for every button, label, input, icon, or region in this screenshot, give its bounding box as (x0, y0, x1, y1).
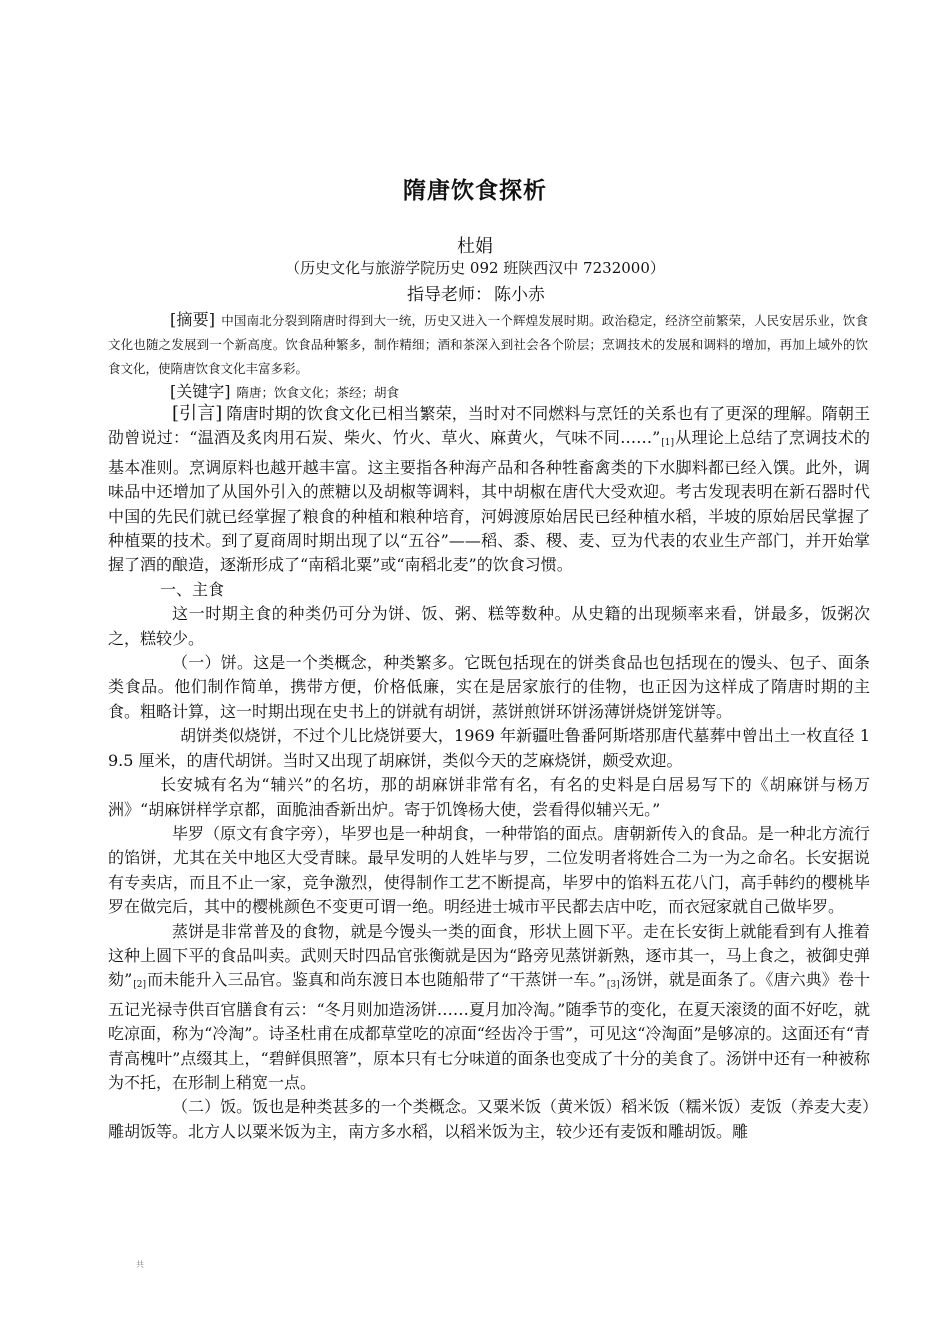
paragraph-staple-overview: 这一时期主食的种类仍可分为饼、饭、粥、糕等数种。从史籍的出现频率来看，饼最多，饭粥次之，糕较少。 (108, 604, 870, 648)
advisor-name: 陈小赤 (494, 285, 545, 305)
advisor-line (0, 280, 950, 305)
footer-mark: 共 (136, 1260, 144, 1269)
intro-label: [引言] (172, 403, 223, 424)
advisor-label: 指导老师： (407, 285, 492, 305)
author-affiliation: （历史文化与旅游学院历史 092 班陕西汉中 7232000） (285, 259, 665, 277)
paragraph-fan: （二）饭。饭也是种类甚多的一个类概念。又粟米饭（黄米饭）稻米饭（糯米饭）麦饭（养麦大麦）雕胡饭等。北方人以粟米饭为主，南方多水稻，以稻米饭为主，较少还有麦饭和雕胡饭。雕 (108, 1097, 870, 1141)
paragraph-biluo: 毕罗（原文有食字旁），毕罗也是一种胡食，一种带馅的面点。唐朝新传入的食品。是一种北方流行的馅饼，尤其在关中地区大受青睐。最早发明的人姓毕与罗，二位发明者将姓合二为一为之命名。长安据说有专卖店，而且不止一家，竞争激烈，使得制作工艺不断提高，毕罗中的馅料五花八门，高手韩约的樱桃毕罗在做完后，其中的樱桃颜色不变更可谓一绝。明经进士城市平民都去店中吃，而衣冠家就自己做毕罗。 (108, 823, 870, 917)
citation-1: [1] (661, 438, 675, 449)
paragraph-fuxing: 长安城有名为“辅兴”的名坊，那的胡麻饼非常有名，有名的史料是白居易写下的《胡麻饼与杨万洲》“胡麻饼样学京都，面脆油香新出炉。寄于饥馋杨大使，尝看得似辅兴无。” (108, 775, 870, 819)
paragraph-zhengbing (108, 920, 870, 1096)
intro-paragraph (108, 402, 870, 578)
citation-2: [2] (133, 980, 147, 991)
section-heading-staple: 一、主食 (160, 579, 225, 599)
paragraph-bing: （一）饼。这是一个类概念，种类繁多。它既包括现在的饼类食品也包括现在的馒头、包子、面条类食品。他们制作简单，携带方便，价格低廉，实在是居家旅行的佳物，也正因为这样成了隋唐时期的主食。粗略计算，这一时期出现在史书上的饼就有胡饼，蒸饼煎饼环饼汤薄饼烧饼笼饼等。 (108, 653, 870, 721)
zhengbing-text-3: 汤饼，就是面条了。《唐六典》卷十五记光禄寺供百官膳食有云：“冬月则加造汤饼……夏月加冷淘。”随季节的变化，在夏天滚烫的面不好吃，就吃凉面，称为“冷淘”。诗圣杜甫在成都草堂吃的凉面“经齿冷于雪”，可见这“冷淘面”是够凉的。这面还有“青青高槐叶”点缀其上，“碧鲜俱照箸”，原本只有七分味道的面条也变成了十分的美食了。汤饼中还有一种被称为不托，在形制上稍宽一点。 (108, 970, 870, 1092)
abstract (108, 308, 868, 381)
author-name: 杜娟 (457, 236, 493, 257)
zhengbing-text-2: 而未能升入三品官。鉴真和尚东渡日本也随船带了“干蒸饼一车。” (147, 970, 606, 990)
citation-3: [3] (606, 980, 620, 991)
abstract-text: 中国南北分裂到隋唐时得到大一统，历史又进入一个辉煌发展时期。政治稳定，经济空前繁荣，人民安居乐业，饮食文化也随之发展到一个新高度。饮食品种繁多，制作精细；酒和茶深入到社会各个阶层；烹调技术的发展和调料的增加，再加上域外的饮食文化，使隋唐饮食文化丰富多彩。 (108, 313, 868, 376)
intro-text-1: 隋唐时期的饮食文化已相当繁荣，当时对不同燃料与烹饪的关系也有了更深的理解。隋朝王劭曾说过：“温酒及炙肉用石炭、柴火、竹火、草火、麻黄火，气味不同……” (108, 404, 870, 448)
keywords-text: 隋唐；饮食文化；茶经；胡食 (236, 385, 400, 400)
intro-text-2: 从理论上总结了烹调技术的基本准则。烹调原料也越开越丰富。这主要指各种海产品和各种牲畜禽类的下水脚料都已经入馔。此外，调味品中还增加了从国外引入的蔗糖以及胡椒等调料，其中胡椒在唐代大受欢迎。考古发现表明在新石器时代中国的先民们就已经掌握了粮食的种植和粮种培育，河姆渡原始居民已经种植水稻，半坡的原始居民掌握了种植粟的技术。到了夏商周时期出现了以“五谷”——稻、黍、稷、麦、豆为代表的农业生产部门，并开始掌握了酒的酿造，逐渐形成了“南稻北粟”或“南稻北麦”的饮食习惯。 (108, 428, 870, 575)
body-text (108, 402, 870, 1144)
abstract-label: [摘要] (170, 310, 216, 329)
paragraph-hubing: 胡饼类似烧饼，不过个儿比烧饼要大，1969 年新疆吐鲁番阿斯塔那唐代墓葬中曾出土一枚直径 19.5 厘米，的唐代胡饼。当时又出现了胡麻饼，类似今天的芝麻烧饼，颇受欢迎。 (108, 726, 870, 770)
paper-title: 隋唐饮食探析 (403, 178, 547, 204)
keywords-label: [关键字] (170, 382, 231, 401)
zhengbing-text-1: 蒸饼是非常普及的食物，就是今馒头一类的面食，形状上圆下平。走在长安街上就能看到有人推着这种上圆下平的食品叫卖。武则天时四品官张衡就是因为“路旁见蒸饼新熟，逐市其一，马上食之，被御史弹劾” (108, 921, 870, 990)
